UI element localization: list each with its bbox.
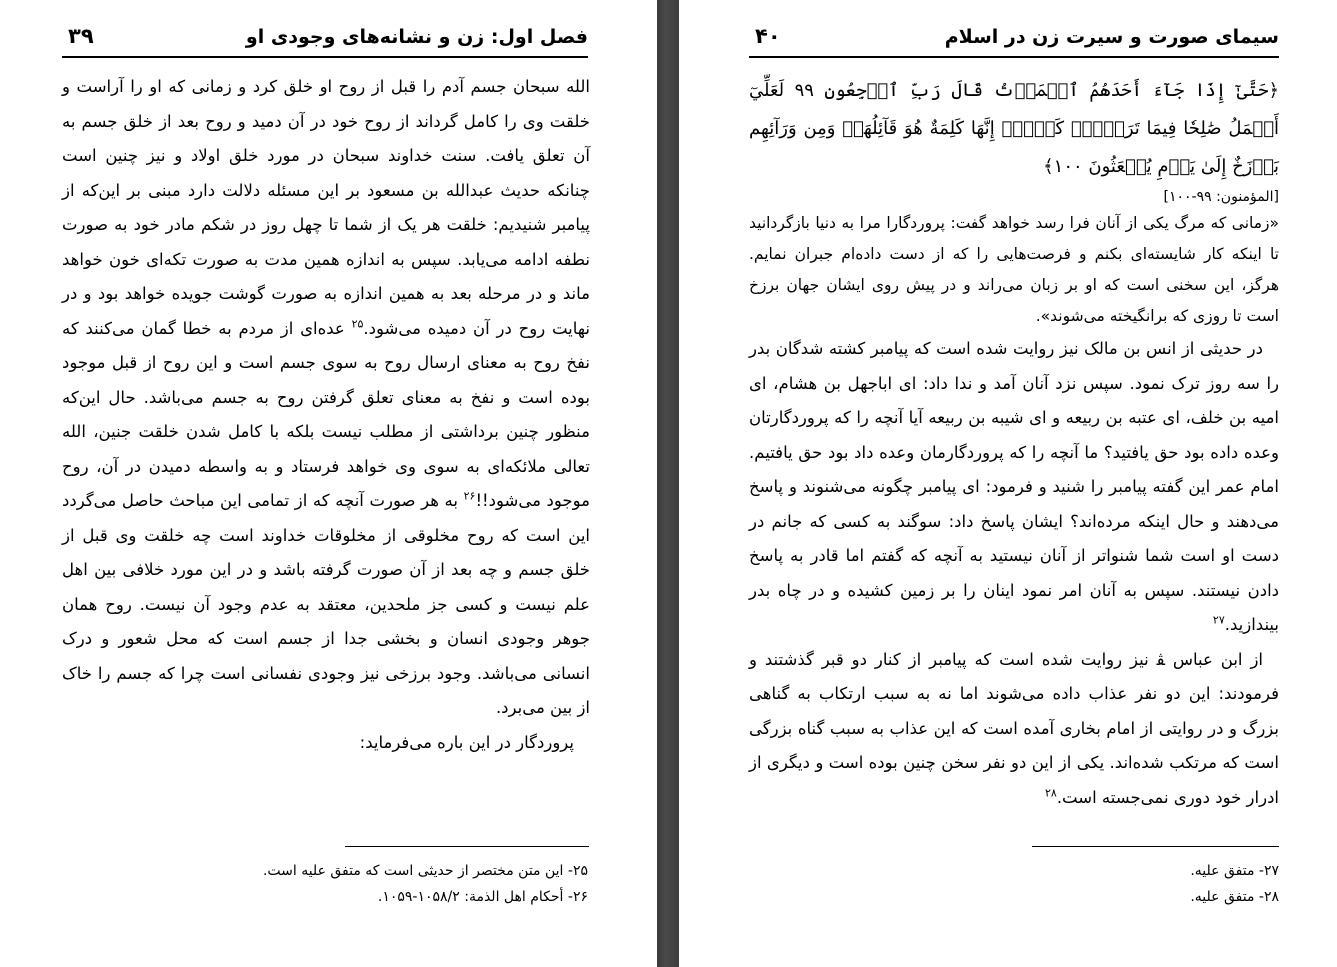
book-gutter	[657, 0, 679, 967]
right-footnotes	[749, 858, 1279, 910]
right-running-head	[749, 22, 1279, 58]
left-body-text	[62, 70, 590, 760]
left-running-head	[62, 22, 588, 58]
left-footnotes	[62, 858, 588, 910]
footnote-mark-25: ۲۵	[351, 317, 364, 330]
left-header-title: فصل اول: زن و نشانه‌های وجودی او	[245, 26, 588, 48]
verse-reference: [المؤمنون: ۹۹-۱۰۰]	[1163, 189, 1279, 205]
footnote-mark-26: ۲۶	[463, 489, 476, 503]
right-footnote-rule	[1032, 846, 1279, 847]
footnote-mark-28: ۲۸	[1044, 786, 1057, 799]
footnote-27: ۲۷- متفق علیه.	[1190, 863, 1279, 879]
left-paragraph-4: پروردگار در این باره می‌فرماید:	[359, 732, 574, 752]
left-paragraph-3: به هر صورت آنچه که از تمامی این مباحث حاصل می‌گردد این است که روح مخلوقی از مخلوقات خداوند است چه خلقت وی قبل از خلق جسم و چه بعد از آن صورت گرفته باشد و در این مورد خلافی بین اهل علم نیست و کسی جز ملحدین، معتقد به عدم وجود آن نیست. روح همان جوهر وجودی انسان و بخشی جدا از جسم است که محل شعور و درک انسانی می‌باشد. وجود برزخی نیز وجودی نفسانی است چرا که جسم را خاک از بین می‌برد.	[62, 491, 590, 717]
left-paragraph-2: عده‌ای از مردم به خطا گمان می‌کنند که نفخ روح به معنای ارسال روح به سوی جسم است و این روح از قبل موجود بوده است و نفخ به معنای تعلق گرفتن روح به جسم می‌باشد. حال این‌که منظور چنین برداشتی از مطلب نیست بلکه با کامل شدن خلقت جنین، الله تعالی ملائکه‌ای به سوی وی خواهد فرستاد و به واسطه دمیدن در آن، روح موجود می‌شود!!	[62, 318, 590, 510]
left-page-number: ۳۹	[68, 24, 94, 48]
left-paragraph-1: الله سبحان جسم آدم را قبل از روح او خلق کرد و زمانی که او را آراست و خلقت وی را کامل گرداند از روح خود در آن دمید و روح بعد از خلق جسم به آن تعلق یافت. سنت خداوند سبحان در مورد خلق اولاد و نیز چنین است چنانکه حدیث عبدالله بن مسعود بر این مسئله دلالت دارد مبنی بر این‌که از پیامبر شنیدیم: خلقت هر یک از شما تا چهل روز در شکم مادر خود به صورت نطفه ادامه می‌یابد. سپس به اندازه همین مدت به صورت تکه‌ای خون خواهد ماند و در مرحله بعد به همین اندازه به صورت گوشت جویده خواهد بود و در نهایت روح در آن دمیده می‌شود.$^{۲۵}$ عده‌ای از مردم به خطا گمان می‌کنند که نفخ روح به معنای ارسال روح به سوی جسم است و این روح از قبل موجود بوده است و نفخ به معنای تعلق گرفتن روح به جسم می‌باشد. حال این‌که منظور چنین برداشتی از مطلب نیست بلکه با کامل شدن خلقت جنین، الله تعالی ملائکه‌ای به سوی وی خواهد فرستاد و به واسطه دمیدن در آن، روح موجود می‌شود!!$^{۲۶}$ به هر صورت آنچه که از تمامی این مباحث حاصل می‌گردد این است که روح مخلوقی از مخلوقات خداوند است چه خلقت وی قبل از خلق جسم و چه بعد از آن صورت گرفته باشد و در این مورد خلافی بین اهل علم نیست و کسی جز ملحدین، معتقد به عدم وجود آن نیست. روح همان جوهر وجودی انسان و بخشی جدا از جسم است که محل شعور و درک انسانی می‌باشد. وجود برزخی نیز وجودی نفسانی است چرا که جسم را خاک از بین می‌برد.	[62, 77, 590, 717]
left-page	[0, 0, 657, 967]
right-body-text	[749, 72, 1279, 815]
footnote-mark-27: ۲۷	[1212, 613, 1225, 627]
right-header-title: سیمای صورت و سیرت زن در اسلام	[944, 26, 1279, 48]
right-page	[679, 0, 1337, 967]
right-paragraph-2: از ابن عباس ﭭ نیز روایت شده است که پیامبر از کنار دو قبر گذشتند و فرمودند: این دو نفر عذاب داده می‌شوند اما نه به سبب ارتکاب به گناهی بزرگ و در روایتی از امام بخاری آمده است که این عذاب به سبب گناه بزرگی است که مرتکب شده‌اند. یکی از این دو نفر سخن چنین بوده است و دیگری از ادرار خود دوری نمی‌جسته است.$^{۲۸}$	[749, 649, 1279, 807]
left-footnote-rule	[345, 846, 589, 847]
right-page-number: ۴۰	[755, 24, 781, 48]
verse-translation: «زمانی که مرگ یکی از آنان فرا رسد خواهد گفت: پروردگارا مرا به دنیا بازگردانید تا اینکه کار شایسته‌ای بکنم و فرصت‌هایی را که از دست داده‌ام جبران نمایم. هرگز، این سخنی است که او بر زبان می‌راند و در پیش روی ایشان جهان برزخ است تا روزی که برانگیخته می‌شوند».	[749, 214, 1279, 325]
quran-verse: ﴿حَتَّىٰٓ إِذَا جَآءَ أَحَدَهُمُ ٱلۡمَوۡتُ قَالَ رَبِّ ٱرۡجِعُونِ ٩٩ لَعَلِّيٓ أَعۡمَلُ صَٰلِحٗا فِيمَا تَرَكۡتُۚ كَلَّآۚ إِنَّهَا كَلِمَةٌ هُوَ قَآئِلُهَاۖ وَمِن وَرَآئِهِم بَرۡزَخٌ إِلَىٰ يَوۡمِ يُبۡعَثُونَ ١٠٠﴾	[749, 80, 1279, 177]
footnote-26: ۲۶- أحکام اهل الذمة: ۱۰۵۸/۲-۱۰۵۹.	[377, 889, 588, 905]
right-paragraph-1: در حدیثی از انس بن مالک نیز روایت شده است که پیامبر کشته شدگان بدر را سه روز ترک نمود. سپس نزد آنان آمد و ندا داد: ای اباجهل بن هشام، ای امیه بن خلف، ای عتبه بن ربیعه و ای شیبه بن ربیعه آیا آنچه را که پروردگارتان وعده داده بود حق یافتید؟ ما آنچه را که پروردگارمان وعده داد بود حق یافتیم. امام عمر این گفته پیامبر را شنید و فرمود: ای پیامبر چگونه می‌شنوند و پاسخ می‌دهند و حال اینکه مرده‌اند؟ ایشان پاسخ داد: سوگند به کسی که جانم در دست او است شما شنواتر از آنان نیستید به آنچه که گفتم اما قادر به پاسخ دادن نیستند. سپس به آنان امر نمود اینان را بر زمین کشیده و در چاه بدر بیندازید.$^{۲۷}$	[749, 339, 1279, 634]
footnote-25: ۲۵- این متن مختصر از حدیثی است که متفق علیه است.	[262, 863, 588, 879]
footnote-28: ۲۸- متفق علیه.	[1190, 889, 1279, 905]
